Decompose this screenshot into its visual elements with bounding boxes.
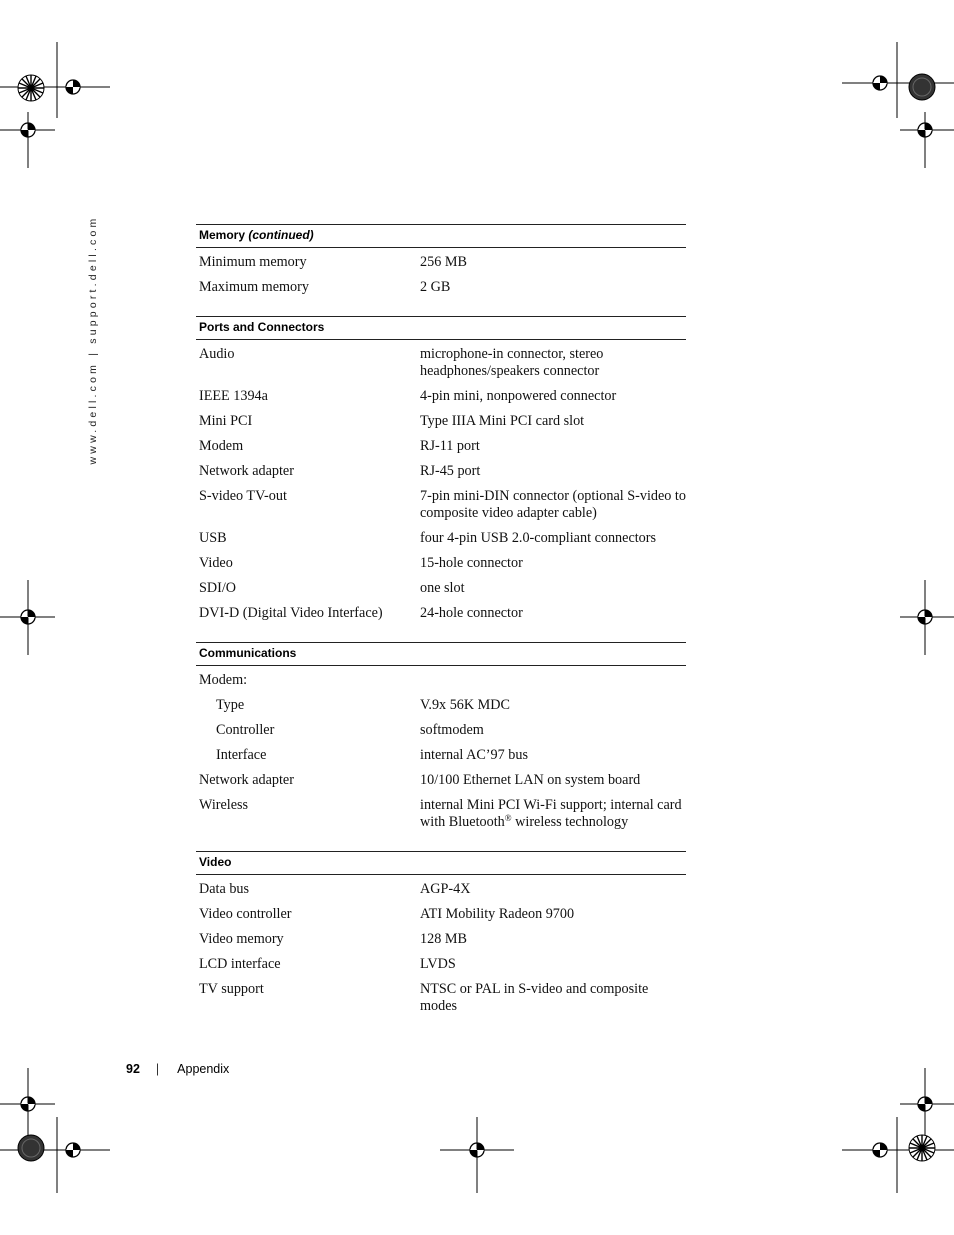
row-value xyxy=(420,797,686,831)
row-value: 24-hole connector xyxy=(420,605,523,621)
row-value-text-after: wireless technology xyxy=(511,814,629,830)
table-row xyxy=(196,275,686,300)
row-value: 15-hole connector xyxy=(420,555,523,571)
row-label: SDI/O xyxy=(199,580,237,596)
section-title-suffix: (continued) xyxy=(248,228,314,242)
row-label: Modem xyxy=(199,438,244,454)
row-value-text: internal Mini PCI Wi-Fi support; internal card with Bluetooth xyxy=(420,797,682,830)
table-row xyxy=(196,250,686,275)
row-label: Controller xyxy=(216,722,275,738)
row-value: V.9x 56K MDC xyxy=(420,697,511,713)
row-value: NTSC or PAL in S-video and composite modes xyxy=(420,981,649,1014)
table-row xyxy=(196,952,686,977)
row-value: RJ-11 port xyxy=(420,438,480,454)
section-ports-and-connectors xyxy=(196,316,686,642)
row-label: Minimum memory xyxy=(199,254,307,270)
section-title: Ports and Connectors xyxy=(199,320,325,334)
table-row xyxy=(196,576,686,601)
row-value: ATI Mobility Radeon 9700 xyxy=(420,906,575,922)
row-label: Audio xyxy=(199,346,235,362)
table-row xyxy=(196,693,686,718)
table-row xyxy=(196,434,686,459)
row-label: IEEE 1394a xyxy=(199,388,268,404)
row-value: microphone-in connector, stereo headphones/speakers connector xyxy=(420,346,604,379)
table-row xyxy=(196,484,686,526)
row-label: Network adapter xyxy=(199,772,294,788)
table-row xyxy=(196,384,686,409)
row-label: Video xyxy=(199,555,233,571)
page-footer xyxy=(126,1062,229,1076)
row-label: DVI-D (Digital Video Interface) xyxy=(199,605,383,621)
table-row xyxy=(196,601,686,626)
row-label: USB xyxy=(199,530,227,546)
section-title: Memory xyxy=(199,228,246,242)
row-value: 10/100 Ethernet LAN on system board xyxy=(420,772,641,788)
row-value: Type IIIA Mini PCI card slot xyxy=(420,413,585,429)
section-title: Video xyxy=(199,855,232,869)
row-label: Modem: xyxy=(199,672,248,688)
table-row xyxy=(196,877,686,902)
table-row xyxy=(196,743,686,768)
row-value: 2 GB xyxy=(420,279,451,295)
section-communications xyxy=(196,642,686,851)
registered-mark: ® xyxy=(504,813,512,823)
row-value: AGP-4X xyxy=(420,881,471,897)
row-label: Video controller xyxy=(199,906,292,922)
table-row xyxy=(196,668,686,693)
row-label: Data bus xyxy=(199,881,250,897)
row-label: TV support xyxy=(199,981,264,997)
table-row xyxy=(196,793,686,835)
row-label: Video memory xyxy=(199,931,284,947)
footer-separator: | xyxy=(155,1062,160,1076)
row-label: S-video TV-out xyxy=(199,488,287,504)
footer-section-name: Appendix xyxy=(177,1062,230,1076)
table-row xyxy=(196,768,686,793)
row-value: 7-pin mini-DIN connector (optional S-video to composite video adapter cable) xyxy=(420,488,686,521)
section-heading xyxy=(196,851,686,875)
section-title: Communications xyxy=(199,646,297,660)
page-number: 92 xyxy=(126,1062,140,1076)
table-row xyxy=(196,551,686,576)
specifications-table xyxy=(196,224,686,1019)
row-value: one slot xyxy=(420,580,465,596)
row-value: softmodem xyxy=(420,722,484,738)
row-label: LCD interface xyxy=(199,956,281,972)
row-label: Wireless xyxy=(199,797,249,813)
row-value xyxy=(420,672,686,689)
section-heading xyxy=(196,316,686,340)
table-row xyxy=(196,526,686,551)
table-row xyxy=(196,902,686,927)
section-video xyxy=(196,851,686,1019)
row-label: Maximum memory xyxy=(199,279,309,295)
row-value: four 4-pin USB 2.0-compliant connectors xyxy=(420,530,657,546)
table-row xyxy=(196,409,686,434)
table-row xyxy=(196,927,686,952)
row-value: 4-pin mini, nonpowered connector xyxy=(420,388,617,404)
sidebar-url-text: www.dell.com | support.dell.com xyxy=(87,215,99,465)
row-label: Network adapter xyxy=(199,463,294,479)
table-row xyxy=(196,459,686,484)
table-row xyxy=(196,342,686,384)
row-value: LVDS xyxy=(420,956,456,972)
table-row xyxy=(196,977,686,1019)
row-label: Mini PCI xyxy=(199,413,253,429)
table-row xyxy=(196,718,686,743)
row-value: 256 MB xyxy=(420,254,467,270)
row-value: internal AC’97 bus xyxy=(420,747,528,763)
row-value: RJ-45 port xyxy=(420,463,481,479)
section-heading xyxy=(196,642,686,666)
section-memory xyxy=(196,224,686,316)
section-heading xyxy=(196,224,686,248)
row-label: Type xyxy=(216,697,245,713)
row-label: Interface xyxy=(216,747,267,763)
row-value: 128 MB xyxy=(420,931,467,947)
